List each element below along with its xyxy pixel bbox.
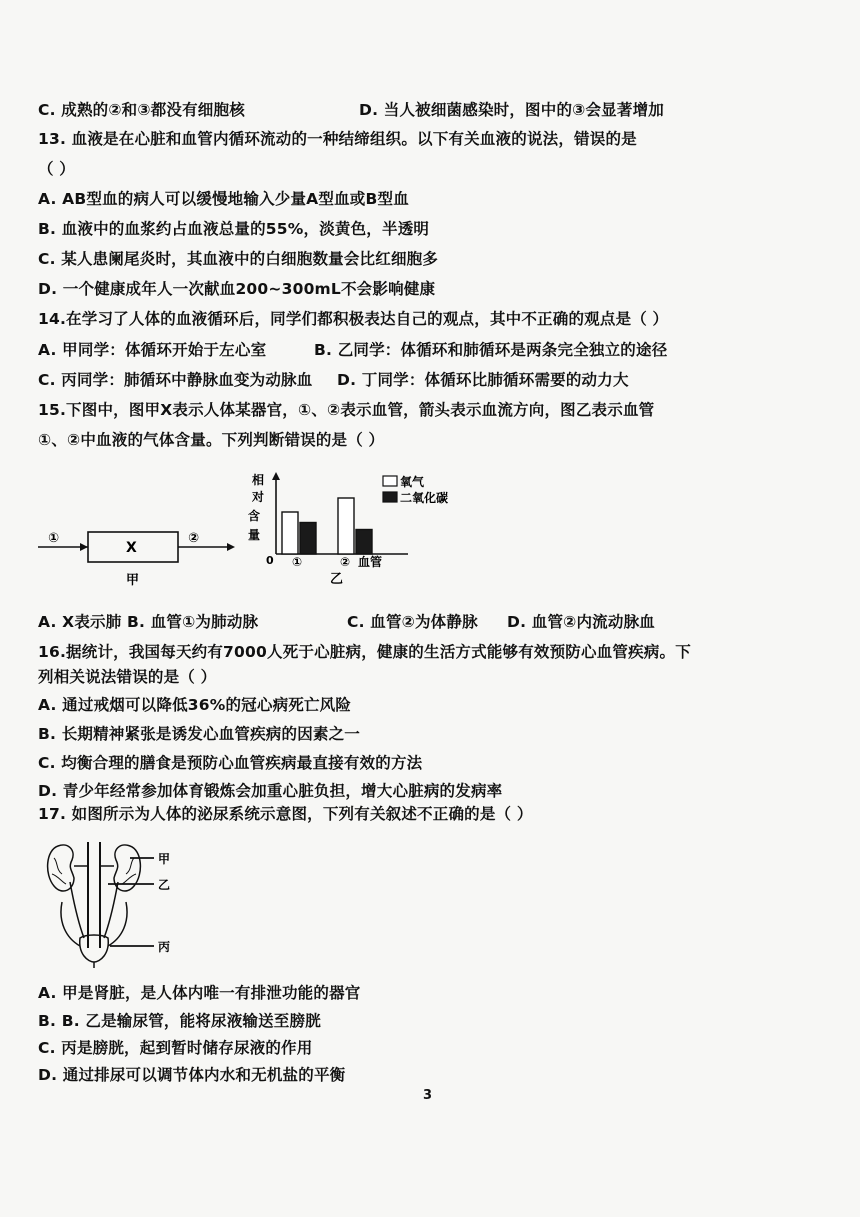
legend-swatch-oxygen xyxy=(383,476,397,486)
q13-option-c: C. 某人患阑尾炎时，其血液中的白细胞数量会比红细胞多 xyxy=(38,250,439,268)
q16-option-c: C. 均衡合理的膳食是预防心血管疾病最直接有效的方法 xyxy=(38,754,423,772)
q15-stem-line1: 15.下图中，图甲X表示人体某器官，①、②表示血管，箭头表示血流方向，图乙表示血管 xyxy=(38,401,655,419)
organ-x-label: X xyxy=(126,540,137,556)
q17-option-c: C. 丙是膀胱，起到暂时储存尿液的作用 xyxy=(38,1039,313,1057)
q14-option-b: B. 乙同学：体循环和肺循环是两条完全独立的途径 xyxy=(314,341,668,359)
vessel-1-label: ① xyxy=(48,531,60,546)
chart-category-2: ② xyxy=(340,555,351,569)
chart-category-1: ① xyxy=(292,555,303,569)
legend-swatch-co2 xyxy=(383,492,397,502)
q17-option-a: A. 甲是肾脏，是人体内唯一有排泄功能的器官 xyxy=(38,984,361,1002)
figure-jia-organ-diagram xyxy=(38,520,238,590)
bladder-shape xyxy=(80,935,109,962)
q17-stem: 17. 如图所示为人体的泌尿系统示意图，下列有关叙述不正确的是（ ） xyxy=(38,805,533,823)
q14-stem: 14.在学习了人体的血液循环后，同学们都积极表达自己的观点，其中不正确的观点是（ ） xyxy=(38,310,669,328)
chart-legend xyxy=(383,474,448,505)
q16-option-d: D. 青少年经常参加体育锻炼会加重心脏负担，增大心脏病的发病率 xyxy=(38,782,503,800)
q13-option-d: D. 一个健康成年人一次献血200~300mL不会影响健康 xyxy=(38,280,436,298)
urinary-system-diagram xyxy=(44,838,204,968)
q14-option-d: D. 丁同学：体循环比肺循环需要的动力大 xyxy=(337,371,629,389)
label-jia: 甲 xyxy=(158,852,171,866)
q13-option-a: A. AB型血的病人可以缓慢地输入少量A型血或B型血 xyxy=(38,190,409,208)
q12-option-d: D. 当人被细菌感染时，图中的③会显著增加 xyxy=(359,101,664,119)
chart-ylabel-line2: 对 xyxy=(252,490,265,504)
q16-stem-line2: 列相关说法错误的是（ ） xyxy=(38,668,217,686)
vessel-2-label: ② xyxy=(188,531,200,546)
q13-option-b: B. 血液中的血浆约占血液总量的55%，淡黄色，半透明 xyxy=(38,220,430,238)
chart-origin-label: 0 xyxy=(266,554,274,567)
label-bing: 丙 xyxy=(158,940,171,954)
bar-co2-vessel-2 xyxy=(356,530,372,555)
figure-yi-caption: 乙 xyxy=(330,572,344,585)
chart-ylabel-line4: 量 xyxy=(248,528,261,542)
bar-oxygen-vessel-1 xyxy=(282,512,298,554)
q15-option-a-b: A. X表示肺 B. 血管①为肺动脉 xyxy=(38,613,259,631)
q17-option-d: D. 通过排尿可以调节体内水和无机盐的平衡 xyxy=(38,1066,346,1084)
figure-yi-bar-chart xyxy=(248,470,488,585)
q15-option-c: C. 血管②为体静脉 xyxy=(347,613,478,631)
q12-option-c: C. 成熟的②和③都没有细胞核 xyxy=(38,101,245,119)
q15-stem-line2: ①、②中血液的气体含量。下列判断错误的是（ ） xyxy=(38,431,385,449)
q17-option-b: B. B. 乙是输尿管，能将尿液输送至膀胱 xyxy=(38,1012,321,1030)
q14-option-a: A. 甲同学：体循环开始于左心室 xyxy=(38,341,267,359)
legend-label-oxygen: 氧气 xyxy=(400,475,425,489)
chart-xlabel: 血管 xyxy=(358,555,383,569)
q13-stem: 13. 血液是在心脏和血管内循环流动的一种结缔组织。以下有关血液的说法，错误的是 xyxy=(38,130,637,148)
q14-option-c: C. 丙同学：肺循环中静脉血变为动脉血 xyxy=(38,371,313,389)
bar-oxygen-vessel-2 xyxy=(338,498,354,554)
legend-label-co2: 二氧化碳 xyxy=(400,491,449,505)
page-number: 3 xyxy=(423,1088,433,1103)
q16-option-b: B. 长期精神紧张是诱发心血管疾病的因素之一 xyxy=(38,725,360,743)
chart-ylabel-line3: 含 xyxy=(248,509,261,523)
q16-option-a: A. 通过戒烟可以降低36%的冠心病死亡风险 xyxy=(38,696,352,714)
q16-stem-line1: 16.据统计，我国每天约有7000人死于心脏病，健康的生活方式能够有效预防心血管疾病。下 xyxy=(38,643,691,661)
q15-option-d: D. 血管②内流动脉血 xyxy=(507,613,655,631)
figure-jia-caption: 甲 xyxy=(126,573,140,588)
label-yi: 乙 xyxy=(158,878,171,892)
bar-co2-vessel-1 xyxy=(300,523,316,555)
q13-answer-blank: （ ） xyxy=(38,160,75,178)
chart-ylabel-line1: 相 xyxy=(252,473,265,487)
